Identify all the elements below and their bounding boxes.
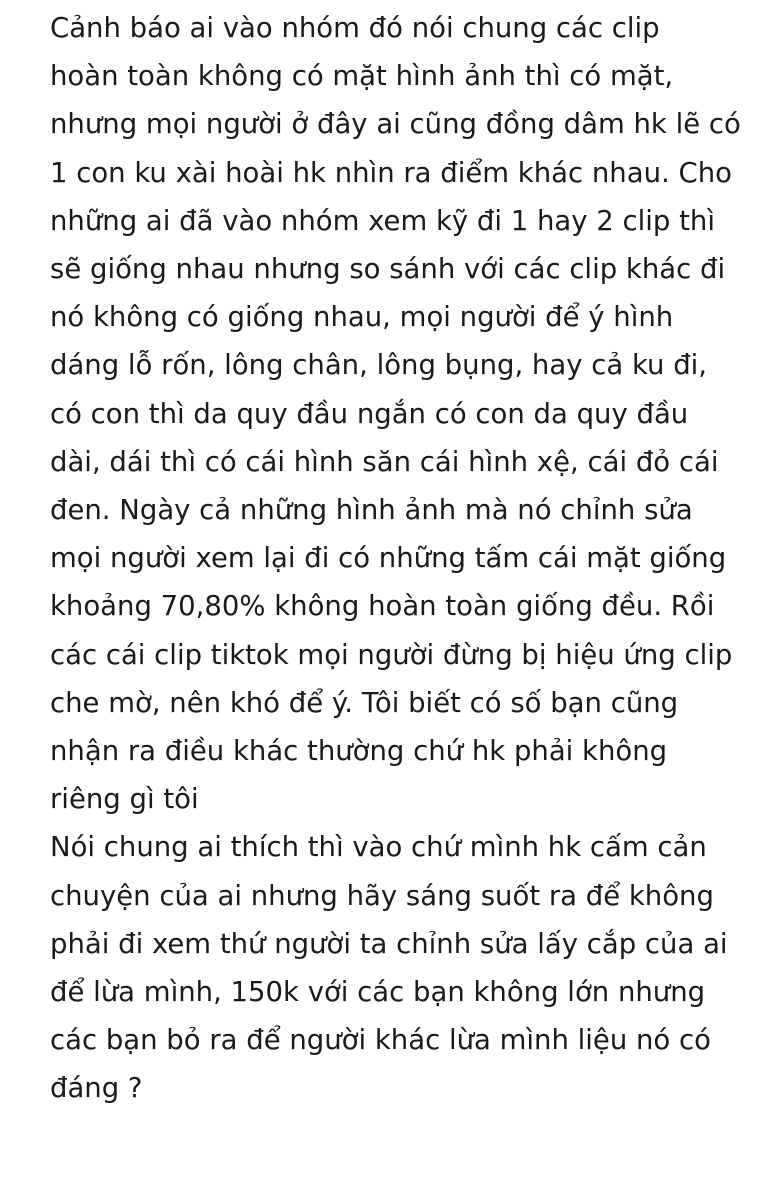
text-line: 1 con ku xài hoài hk nhìn ra điểm khác nhau. Cho	[50, 156, 732, 189]
text-line: dáng lỗ rốn, lông chân, lông bụng, hay cả ku đi,	[50, 349, 708, 382]
text-line: có con thì da quy đầu ngắn có con da quy đầu	[50, 397, 689, 430]
text-line: những ai đã vào nhóm xem kỹ đi 1 hay 2 clip thì	[50, 204, 715, 237]
text-line: phải đi xem thứ người ta chỉnh sửa lấy cắp của ai	[50, 927, 728, 960]
text-line: che mờ, nên khó để ý. Tôi biết có số bạn cũng	[50, 686, 679, 719]
text-line: đáng ?	[50, 1072, 143, 1105]
text-line: nhưng mọi người ở đây ai cũng đồng dâm hk lẽ có	[50, 108, 741, 141]
text-line: sẽ giống nhau nhưng so sánh với các clip khác đi	[50, 253, 726, 286]
text-line: hoàn toàn không có mặt hình ảnh thì có mặt,	[50, 60, 674, 93]
text-line: Nói chung ai thích thì vào chứ mình hk cấm cản	[50, 831, 707, 864]
text-line: riêng gì tôi	[50, 783, 199, 816]
text-line: nó không có giống nhau, mọi người để ý hình	[50, 301, 674, 334]
text-line: để lừa mình, 150k với các bạn không lớn nhưng	[50, 976, 706, 1009]
text-line: các cái clip tiktok mọi người đừng bị hiệu ứng clip	[50, 638, 733, 671]
note-body[interactable]	[50, 0, 750, 1113]
text-line: đen. Ngày cả những hình ảnh mà nó chỉnh sửa	[50, 494, 693, 527]
text-line: dài, dái thì có cái hình săn cái hình xệ, cái đỏ cái	[50, 445, 719, 478]
text-line: nhận ra điều khác thường chứ hk phải không	[50, 735, 668, 768]
text-line: khoảng 70,80% không hoàn toàn giống đều. Rồi	[50, 590, 715, 623]
text-line: mọi người xem lại đi có những tấm cái mặt giống	[50, 542, 727, 575]
text-line: chuyện của ai nhưng hãy sáng suốt ra để không	[50, 879, 714, 912]
text-line: các bạn bỏ ra để người khác lừa mình liệu nó có	[50, 1024, 711, 1057]
text-line: Cảnh báo ai vào nhóm đó nói chung các clip	[50, 12, 660, 44]
